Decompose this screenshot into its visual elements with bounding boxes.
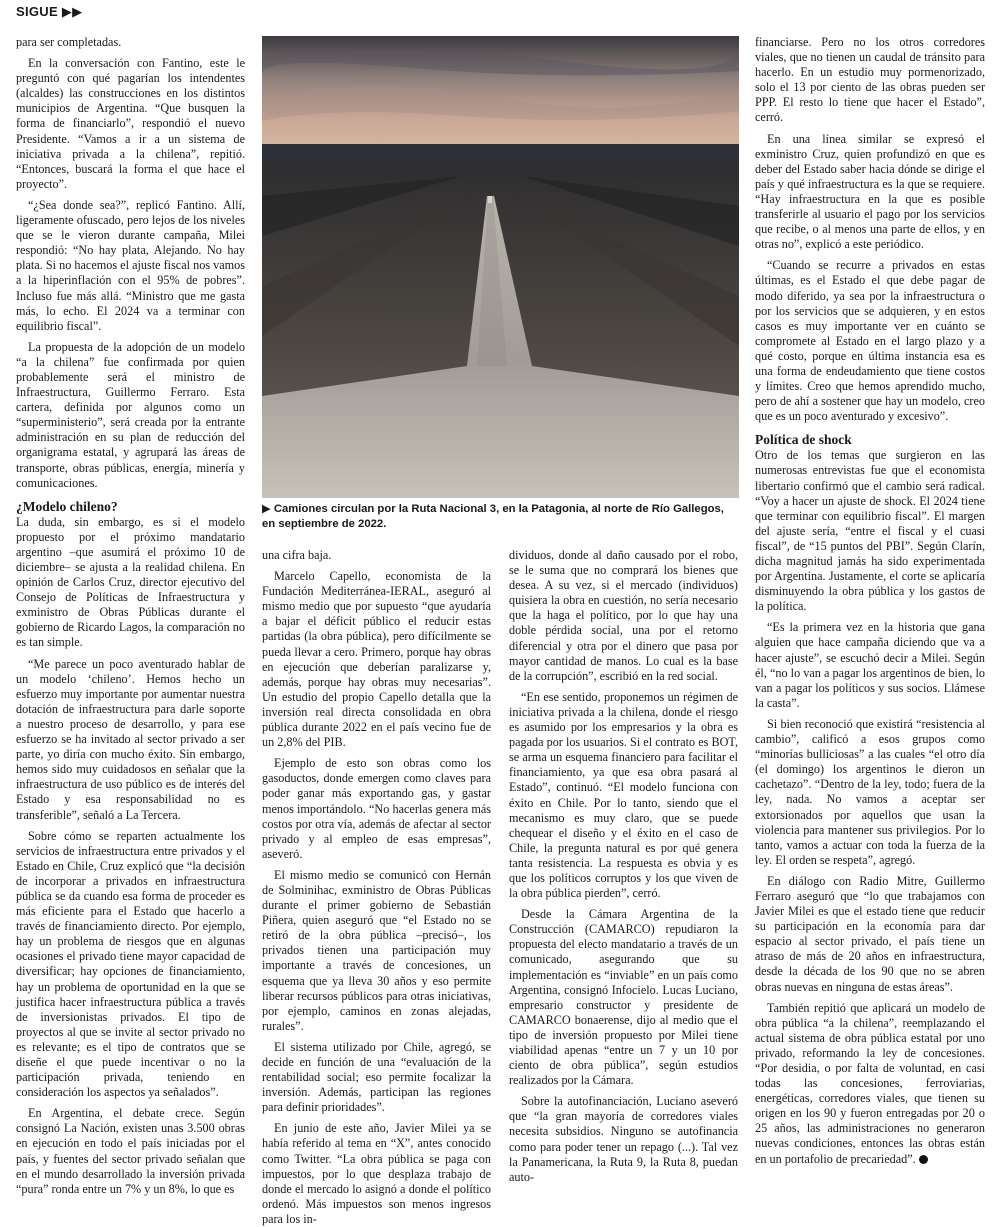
end-of-article-mark (919, 1155, 928, 1164)
photo-caption: ▶ Camiones circulan por la Ruta Nacional 3, en la Patagonia, al norte de Río Gallegos, en septiembre de 2022. (262, 503, 724, 530)
section-heading: Política de shock (755, 432, 852, 448)
road-photo (262, 36, 739, 498)
paragraph: La propuesta de la adopción de un modelo “a la chilena” fue confirmada por quien probablemente será el ministro de Infraestructura, Guillermo Ferraro. Esta cartera, definida por algunos como un “superministerio”, será creada por la entrante administración en su plan de reducción del organigrama estatal, y agrupará las áreas de transporte, obras públicas, energía, minería y comunicaciones. (16, 339, 245, 490)
paragraph-text: También repitió que aplicará un modelo de obra pública “a la chilena”, reemplazando el actual sistema de obra pública estatal por uno privado, reformando la ley de concesiones. “Por desidia, o por falta de voluntad, en casi todas las concesiones, ferroviarias, energéticas, corredores viales, que tienen su origen en los 90 y fueron entregadas por 20 o 25 años, las administraciones no generaron nuevas condiciones, entonces las obras están en un portafolio de precariedad”. (755, 1000, 985, 1166)
paragraph: para ser completadas. (16, 35, 122, 49)
paragraph: una cifra baja. (262, 548, 332, 562)
paragraph: financiarse. Pero no los otros corredores viales, que no tienen un caudal de tránsito para hacerlo. En un estudio muy pormenorizado, solo el 13 por ciento de las obras pueden ser PPP. El resto lo tiene que hacer el Estado”, cerró. (755, 35, 985, 125)
paragraph: Sobre cómo se reparten actualmente los servicios de infraestructura entre privados y el Estado en Chile, Cruz explicó que “la decisión de incorporar a privados en infraestructura pública se da cuando esa forma de proceder es más eficiente para el Estado que hacerlo a través de financiamiento directo. Por ejemplo, hay un problema de riesgos que en algunas ocasiones el privado tiene mayor capacidad de diversificar; hay opciones de financiamiento, hay un problema de oportunidad en la que se justifica hacer infraestructura pública a través de inversionistas privados. El tipo de proyectos al que se invite al sector privado no es relevante; es el tipo de contratos que se diseñe el que puede incentivar o no la participación privada, teniendo en consideración los aspectos ya señalados”. (16, 828, 245, 1100)
paragraph: “En ese sentido, proponemos un régimen de iniciativa privada a la chilena, donde el riesgo es asumido por los empresarios y la obra es pagada por los usuarios. Si el contrato es BOT, se arma un esquema financiero para facilitar el financiamiento, ya que esa obra pasará al Estado”, continuó. “El modelo funciona con éxito en Chile. Por lo tanto, siendo que el mecanismo es muy claro, que se puede chequear el diseño y el éxito en el caso de Chile, la pregunta natural es por qué genera tanta resistencia. La respuesta es obvia y es que los políticos corruptos y los que viven de la obra pública pierden”, cerró. (509, 689, 738, 901)
paragraph: En diálogo con Radio Mitre, Guillermo Ferraro aseguró que “lo que trabajamos con Javier Milei es que el estado tiene que reducir su participación en la economía para dar espacio al sector privado, el país tiene un atraso de más de 20 años en infraestructura, desde la década de los 90 que no se abren obras nuevas en ninguna de estas áreas”. (755, 873, 985, 994)
article-column-1 (16, 35, 245, 1196)
paragraph: En la conversación con Fantino, este le preguntó con qué pagarían los intendentes (alcaldes) las construcciones en los distintos municipios de Argentina. “Que busquen la forma de financiarlo”, respondió el nuevo Presidente. “Vamos a ir a un sistema de iniciativa privada a la chilena”, repitió. “Entonces, buscará la forma el que hace el proyecto”. (16, 56, 245, 191)
continue-label: SIGUE ▶▶ (16, 4, 83, 19)
paragraph: El sistema utilizado por Chile, agregó, se decide en función de una “evaluación de la rentabilidad social; eso permite focalizar la inversión. Además, participan las regiones para definir prioridades”. (262, 1039, 491, 1115)
paragraph: Sobre la autofinanciación, Luciano aseveró que “la gran mayoría de corredores viales necesita subsidios. Ninguno se autofinancia como para poder tener un repago (...). Tal vez la Panamericana, la Ruta 9, la Ruta 8, puedan auto- (509, 1094, 738, 1184)
article-column-3 (509, 548, 738, 1184)
section-heading: ¿Modelo chileno? (16, 498, 118, 514)
paragraph: “Me parece un poco aventurado hablar de un modelo ‘chileno’. Hemos hecho un esfuerzo muy importante por aumentar nuestra dotación de infraestructura para darle soporte a nuestro proceso de desarrollo, y para ese esfuerzo se ha invitado al sector privado a ser parte, yo diría con mucho éxito. Sin embargo, hemos sido muy cuidadosos en señalar que la infraestructura de uso público es de interés del Estado y esa responsabilidad no es transferible”, señaló a La Tercera. (16, 656, 245, 822)
paragraph: Otro de los temas que surgieron en las numerosas entrevistas fue que el economista libertario confirmó que el cambio será radical. “Voy a hacer un ajuste de shock. El 2024 tiene que terminar con equilibrio fiscal”. El margen del ajuste sería, “entre el fiscal y el cuasi fiscal”, de “15 puntos del PBI”. Según Clarín, dicha magnitud jamás ha sido experimentada por Argentina. Justamente, el corte se aplicaría disminuyendo la obra pública y los gastos de la política. (755, 448, 985, 614)
paragraph: Desde la Cámara Argentina de la Construcción (CAMARCO) repudiaron la propuesta del electo mandatario a través de un comunicado, asegurando que su implementación es “inviable” en un país como Argentina, consignó Infocielo. Lucas Luciano, empresario constructor y presidente de CAMARCO bonaerense, dijo al medio que el tipo de inversión propuesto por Milei tiene viabilidad apenas “entre un 7 y un 10 por ciento de obra pública”, según estudios realizados por la Cámara. (509, 907, 738, 1088)
paragraph: Si bien reconoció que existirá “resistencia al cambio”, calificó a esos grupos como “minorías bulliciosas” a las cuales “el otro día (el domingo) los argentinos le dieron un cachetazo”. “Dentro de la ley, todo; fuera de la ley, nada. No vamos a aceptar ser extorsionados por aquellos que usan la violencia para mantener sus privilegios. Por lo tanto, vamos a actuar con toda la fuerza de la ley. El orden se respeta”, agregó. (755, 716, 985, 867)
paragraph: Ejemplo de esto son obras como los gasoductos, donde emergen como claves para poder ganar más exportando gas, y gastar menos importándolo. “No hacerlas genera más costos por otra vía, además de afectar al sector privado y al empleo de esas empresas”, aseveró. (262, 756, 491, 861)
article-column-2 (262, 548, 491, 1226)
paragraph: En una línea similar se expresó el exministro Cruz, quien profundizó en que es deber del Estado saber hacia dónde se dirige el país y qué infraestructura es la que se requiere. “Hay infraestructura en la que es posible transferirle al usuario el pago por los servicios que recibe, o al menos una parte de ellos, y en otras no”, explicó a este periódico. (755, 131, 985, 252)
paragraph: Marcelo Capello, economista de la Fundación Mediterránea-IERAL, aseguró al mismo medio que por supuesto “que ayudaría a bajar el déficit público el reducir estas partidas (la obra pública), pero difícilmente se pueda llevar a cero. Primero, porque hay obras en ejecución que deberían paralizarse y, además, porque hay obras muy necesarias”. Un estudio del propio Capello detalla que la inversión real directa consolidada en obra pública durante 2022 en el país vecino fue de un 2,8% del PIB. (262, 569, 491, 750)
paragraph: El mismo medio se comunicó con Hernán de Solminihac, exministro de Obras Públicas durante el primer gobierno de Sebastián Piñera, quien aseguró que “el Estado no se retiró de la obra pública –precisó–, los privados tienen una participación muy importante a través de concesiones, un esquema que ya lleva 30 años y eso permite liberar recursos públicos para otras iniciativas, por ejemplo, caminos en zonas alejadas, rurales”. (262, 867, 491, 1033)
paragraph: En junio de este año, Javier Milei ya se había referido al tema en “X”, antes conocido como Twitter. “La obra pública se paga con impuestos, por lo que desplaza trabajo de donde el mercado lo asignó a donde el político ordenó. Más impuestos son menos ingresos para los in- (262, 1121, 491, 1226)
paragraph-last (755, 1001, 985, 1167)
paragraph: La duda, sin embargo, es si el modelo propuesto por el próximo mandatario argentino –que asumirá el próximo 10 de diciembre– se ajusta a la realidad chilena. En opinión de Carlos Cruz, director ejecutivo del Consejo de Políticas de Infraestructura y exministro de Obras Públicas durante el gobierno de Ricardo Lagos, la comparación no es tan simple. (16, 514, 245, 650)
article-column-4 (755, 35, 985, 1180)
paragraph: “Es la primera vez en la historia que gana alguien que hace campaña diciendo que va a hacer ajuste”, se escuchó decir a Milei. Según él, “no lo van a pagar los argentinos de bien, lo van a pagar los políticos y sus socios. Llámese la casta”. (755, 620, 985, 710)
paragraph: “¿Sea donde sea?”, replicó Fantino. Allí, ligeramente ofuscado, pero lejos de los niveles que se le vieron durante campaña, Milei respondió: “No hay plata, Alejando. No hay plata. Si no hacemos el ajuste fiscal nos vamos a la hiperinflación con el 95% de pobres”. Incluso fue más allá. “Ministro que me gasta más, lo echo. El 2024 va a terminar con equilibrio fiscal”. (16, 197, 245, 333)
paragraph: dividuos, donde al daño causado por el robo, se le suma que no comprará los bienes que desea. A su vez, si el mercado (individuos) quisiera la obra en cuestión, no sería necesario que la haga el político, por lo que hay una doble pérdida social, una por el retorno diferencial y otra por el dinero que pasa por mayor cantidad de manos. Lo cual es la base de la corrupción”, escribió en la red social. (509, 548, 738, 683)
paragraph: “Cuando se recurre a privados en estas últimas, es el Estado el que debe pagar de modo diferido, ya sea por la infraestructura o por los servicios que se adquieren, y en estos casos es muy importante ver en cuánto se compromete al Estado en el largo plazo y a qué costo, porque en última instancia esa es una forma de endeudamiento que tiene costos y límites. Creo que hemos aprendido mucho, pero de ahí a sostener que hay un modelo, creo que es un poco aventurado y excesivo”. (755, 258, 985, 424)
paragraph: En Argentina, el debate crece. Según consignó La Nación, existen unas 3.500 obras en ejecución en todo el país iniciadas por el país, y fuentes del sector privado señalan que en el mundo desarrollado la inversión privada “pura” ronda entre un 7% y un 8%, lo que es (16, 1106, 245, 1196)
road-photo-image (262, 36, 739, 498)
